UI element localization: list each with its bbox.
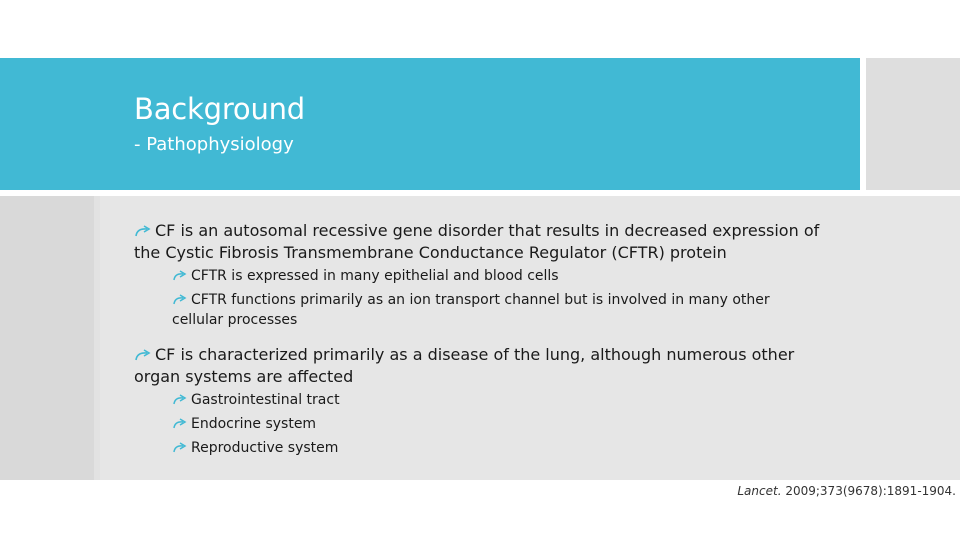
citation-reference: 2009;373(9678):1891-1904. xyxy=(785,484,956,498)
curved-arrow-icon xyxy=(134,225,152,238)
sub-bullet-cftr-functions xyxy=(172,290,812,330)
citation-journal: Lancet. xyxy=(737,484,782,498)
bullet-cf-characterized xyxy=(134,344,814,388)
sub-bullet-endocrine xyxy=(172,414,812,434)
curved-arrow-icon xyxy=(172,394,188,406)
sub-bullet-text: CFTR functions primarily as an ion transport channel but is involved in many other cellular processes xyxy=(172,292,770,328)
sub-bullet-text: Reproductive system xyxy=(191,440,339,456)
title-side-panel xyxy=(866,58,960,190)
sub-bullet-text: CFTR is expressed in many epithelial and blood cells xyxy=(191,268,559,284)
sub-bullet-gastrointestinal xyxy=(172,390,812,410)
sub-bullet-cftr-expressed xyxy=(172,266,812,286)
title-band xyxy=(0,58,860,190)
left-side-panel xyxy=(0,196,94,480)
curved-arrow-icon xyxy=(172,270,188,282)
sub-bullet-reproductive xyxy=(172,438,812,458)
curved-arrow-icon xyxy=(172,442,188,454)
curved-arrow-icon xyxy=(134,349,152,362)
bullet-text: CF is an autosomal recessive gene disorder that results in decreased expression of the Cystic Fibrosis Transmembrane Conductance Regulator (CFTR) protein xyxy=(134,221,820,262)
slide-title: Background xyxy=(134,92,306,126)
slide-subtitle: - Pathophysiology xyxy=(134,134,294,155)
sub-bullet-text: Gastrointestinal tract xyxy=(191,392,340,408)
curved-arrow-icon xyxy=(172,294,188,306)
bullet-cf-autosomal xyxy=(134,220,834,264)
citation xyxy=(737,484,956,498)
sub-bullet-text: Endocrine system xyxy=(191,416,317,432)
curved-arrow-icon xyxy=(172,418,188,430)
bullet-text: CF is characterized primarily as a disease of the lung, although numerous other organ systems are affected xyxy=(134,345,795,386)
